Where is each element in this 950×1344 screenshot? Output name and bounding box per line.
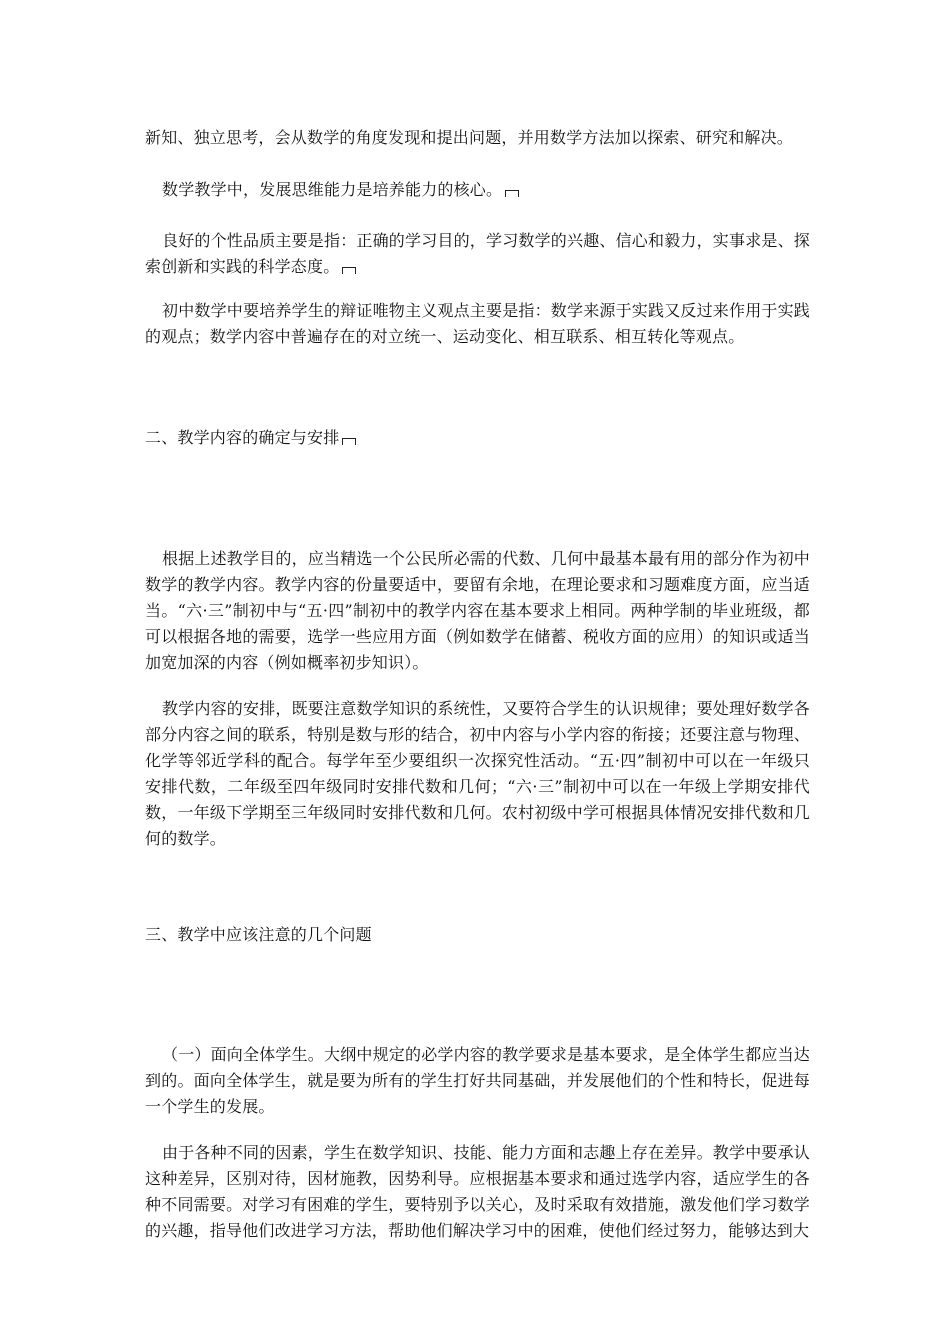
paragraph-text: 由于各种不同的因素，学生在数学知识、技能、能力方面和志趣上存在差异。教学中要承认这种差异，区别对待，因材施教，因势利导。应根据基本要求和通过选学内容，适应学生的各种不同需要。对学习有困难的学生，要特别予以关心，及时采取有效措施，激发他们学习数学的兴趣，指导他们改进学习方法，帮助他们解决学习中的困难，使他们经过努力，能够达到大 (145, 1143, 811, 1240)
heading-text: 二、教学内容的确定与安排 (145, 428, 340, 447)
paragraph-mark-icon (342, 438, 356, 445)
section-heading-3 (145, 922, 372, 948)
section-heading-2 (145, 425, 356, 451)
paragraph-text: 新知、独立思考，会从数学的角度发现和提出问题，并用数学方法加以探索、研究和解决。 (145, 128, 794, 147)
paragraph-dialectical-views (145, 298, 810, 350)
paragraph-text: 初中数学中要培养学生的辩证唯物主义观点主要是指：数学来源于实践又反过来作用于实践的观点；数学内容中普遍存在的对立统一、运动变化、相互联系、相互转化等观点。 (145, 301, 811, 346)
paragraph-all-students (145, 1042, 810, 1120)
paragraph-text: 根据上述教学目的，应当精选一个公民所必需的代数、几何中最基本最有用的部分作为初中数学的教学内容。教学内容的份量要适中，要留有余地，在理论要求和习题难度方面，应当适当。“六·三”制初中与“五·四”制初中的教学内容在基本要求上相同。两种学制的毕业班级，都可以根据各地的需要，选学一些应用方面（例如数学在储蓄、税收方面的应用）的知识或适当加宽加深的内容（例如概率初步知识）。 (145, 549, 811, 672)
paragraph-mark-icon (342, 267, 356, 274)
heading-text: 三、教学中应该注意的几个问题 (145, 925, 372, 944)
paragraph-goals-continued (145, 125, 810, 151)
paragraph-personal-qualities (145, 228, 810, 280)
paragraph-text: 数学教学中，发展思维能力是培养能力的核心。 (162, 180, 503, 199)
paragraph-differences (145, 1140, 810, 1244)
paragraph-text: （一）面向全体学生。大纲中规定的必学内容的教学要求是基本要求，是全体学生都应当达到的。面向全体学生，就是要为所有的学生打好共同基础，并发展他们的个性和特长，促进每一个学生的发展。 (145, 1045, 811, 1116)
paragraph-mark-icon (505, 190, 519, 197)
paragraph-text: 教学内容的安排，既要注意数学知识的系统性，又要符合学生的认识规律；要处理好数学各部分内容之间的联系，特别是数与形的结合，初中内容与小学内容的衔接；还要注意与物理、化学等邻近学科的配合。每学年至少要组织一次探究性活动。“五·四”制初中可以在一年级只安排代数，二年级至四年级同时安排代数和几何；“六·三”制初中可以在一年级上学期安排代数，一年级下学期至三年级同时安排代数和几何。农村初级中学可根据具体情况安排代数和几何的数学。 (145, 699, 811, 848)
paragraph-thinking-ability (145, 177, 810, 203)
paragraph-text: 良好的个性品质主要是指：正确的学习目的，学习数学的兴趣、信心和毅力，实事求是、探索创新和实践的科学态度。 (145, 231, 811, 276)
paragraph-content-selection (145, 546, 810, 676)
paragraph-content-arrangement (145, 696, 810, 852)
